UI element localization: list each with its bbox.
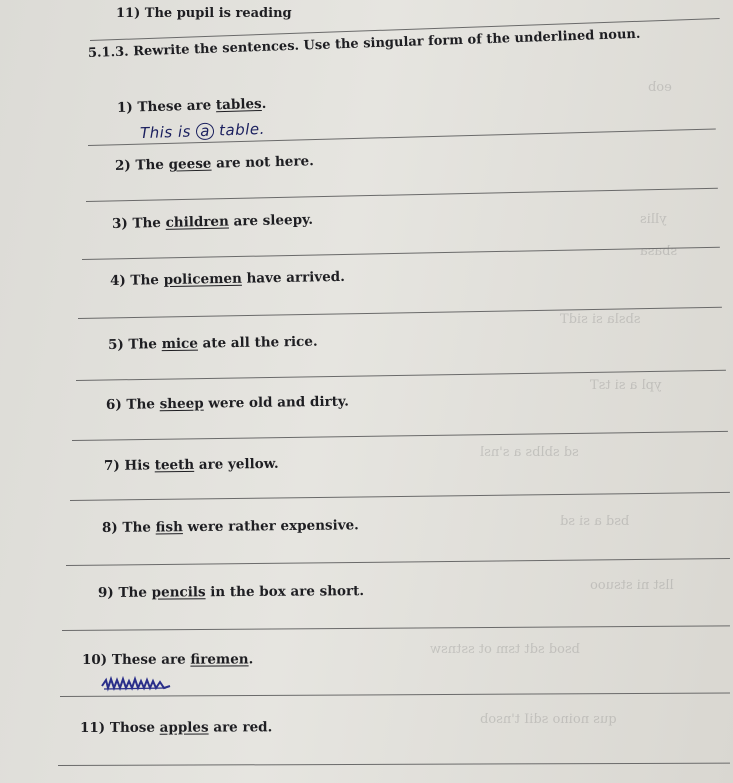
underlined-noun: pencils — [151, 584, 206, 601]
handwritten-answer-1: This is a table. — [139, 119, 266, 143]
underlined-noun: mice — [161, 335, 198, 353]
underlined-noun: tables — [215, 95, 262, 114]
sentence-11: 11) Those apples are red. — [79, 719, 273, 736]
underlined-noun: fish — [155, 519, 183, 536]
exercise-number: 5.1.3. — [87, 44, 129, 61]
answer-line-10[interactable] — [60, 692, 730, 697]
answer-line-11[interactable] — [58, 763, 730, 766]
sentence-8: 8) The fish were rather expensive. — [101, 517, 359, 536]
sentence-5: 5) The mice ate all the rice. — [107, 333, 318, 353]
answer-line-9[interactable] — [62, 625, 730, 631]
sentence-6: 6) The sheep were old and dirty. — [105, 393, 349, 413]
underlined-noun: firemen — [190, 651, 249, 668]
underlined-noun: sheep — [159, 395, 204, 413]
sentence-10: 10) These are firemen. — [81, 651, 254, 668]
exercise-instruction: Rewrite the sentences. Use the singular form of the underlined noun. — [132, 26, 641, 60]
sentence-7: 7) His teeth are yellow. — [103, 455, 279, 474]
sentence-3: 3) The children are sleepy. — [111, 211, 314, 232]
pen-scribble — [100, 676, 172, 692]
sentence-9: 9) The pencils in the box are short. — [97, 583, 365, 601]
underlined-noun: children — [165, 213, 230, 231]
answer-line-8[interactable] — [66, 558, 730, 566]
answer-line-6[interactable] — [72, 431, 728, 441]
sentence-4: 4) The policemen have arrived. — [109, 268, 346, 289]
previous-item: 11) The pupil is reading — [116, 6, 292, 21]
answer-line-7[interactable] — [70, 492, 730, 501]
underlined-noun: teeth — [154, 456, 195, 474]
answer-line-3[interactable] — [82, 247, 720, 260]
underlined-noun: apples — [159, 719, 209, 736]
worksheet-page: eob yllis sbasa sbsla si sidT ypl a si tsT sd sblbs a s'nsl bsd a si sd llst ni stsuoo bsod sdt tsm ot sstnsw qus noino sdiI t'nsob 11) The pupil is reading 5.1.3. Rewrite the sentences. Use the singular form of the underlined noun. 1) These are tables. This is a table. 2) The geese are not here. 3) The children are sleepy. 4) The policemen have arrived. 5) The mice ate all the rice. 6) The sheep were old and dirty. 7) His teeth are yellow. 8) The fish were rather expensive. 9) The pencils in the box are short. 10) These are firemen. 11) Those apples are red. — [0, 0, 733, 783]
answer-line-2[interactable] — [86, 188, 718, 202]
underlined-noun: geese — [168, 155, 212, 173]
exercise-heading — [88, 27, 641, 61]
sentence-2: 2) The geese are not here. — [114, 153, 315, 174]
underlined-noun: policemen — [163, 270, 242, 289]
sentence-1: 1) These are tables. — [116, 95, 267, 116]
